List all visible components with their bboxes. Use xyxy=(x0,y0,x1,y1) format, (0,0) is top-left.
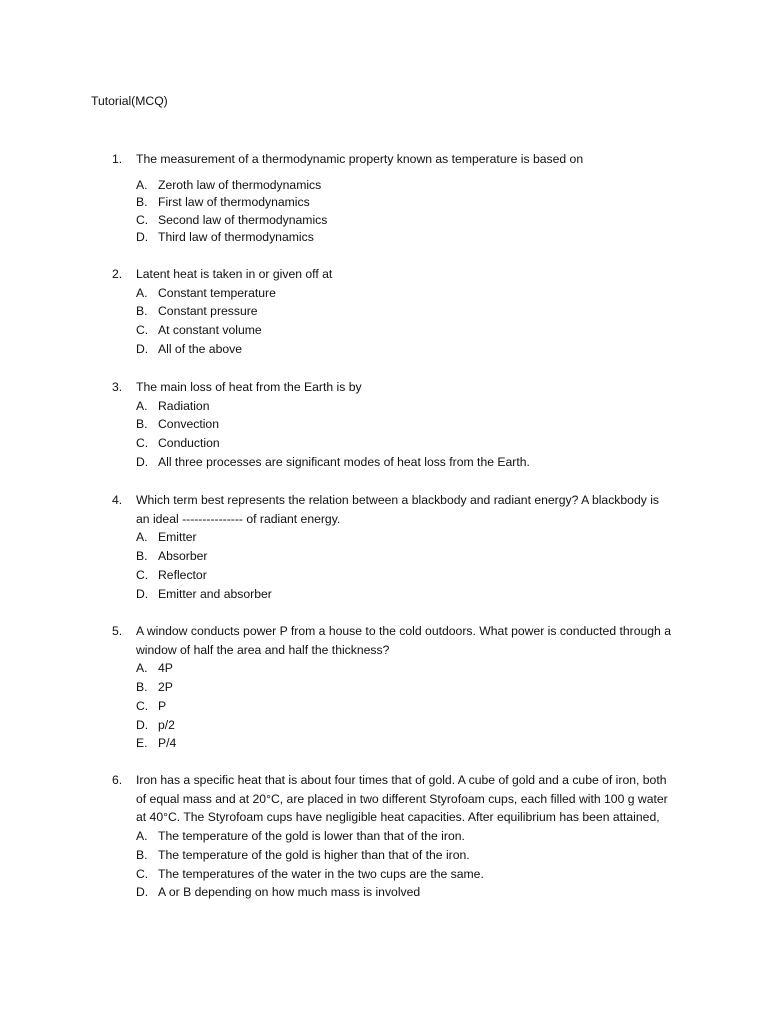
option-text: Conduction xyxy=(158,436,220,451)
option-letter: B. xyxy=(136,417,148,432)
option-letter: B. xyxy=(136,680,148,695)
option-letter: C. xyxy=(136,212,149,227)
option-letter: B. xyxy=(136,195,148,210)
question-number: 3. xyxy=(112,380,123,394)
option-letter: D. xyxy=(136,717,149,732)
question-stem xyxy=(112,622,672,659)
option-letter: A. xyxy=(136,661,148,676)
option-text: Reflector xyxy=(158,567,207,582)
option-d xyxy=(112,229,672,246)
option-a xyxy=(112,528,672,547)
option-a xyxy=(112,397,672,416)
option-list xyxy=(112,284,672,359)
question-stem xyxy=(112,265,672,284)
option-list xyxy=(112,177,672,247)
option-text: The temperature of the gold is higher than that of the iron. xyxy=(158,847,470,862)
question-number: 6. xyxy=(112,773,123,787)
question-number: 2. xyxy=(112,267,123,281)
option-c xyxy=(112,697,672,716)
option-text: First law of thermodynamics xyxy=(158,195,310,210)
option-b xyxy=(112,415,672,434)
question-number: 4. xyxy=(112,493,123,507)
question-number: 5. xyxy=(112,624,123,638)
option-text: At constant volume xyxy=(158,323,262,338)
option-letter: C. xyxy=(136,866,149,881)
option-b xyxy=(112,302,672,321)
option-b xyxy=(112,846,672,865)
option-text: P xyxy=(158,698,167,713)
option-letter: A. xyxy=(136,398,148,413)
option-letter: A. xyxy=(136,829,148,844)
option-c xyxy=(112,434,672,453)
option-text: Emitter and absorber xyxy=(158,586,272,601)
option-letter: A. xyxy=(136,285,148,300)
option-d xyxy=(112,585,672,604)
option-b xyxy=(112,678,672,697)
option-d xyxy=(112,340,672,359)
option-text: Zeroth law of thermodynamics xyxy=(158,177,322,192)
question-6 xyxy=(112,771,672,902)
option-text: The temperature of the gold is lower than that of the iron. xyxy=(158,829,465,844)
question-number: 1. xyxy=(112,152,123,166)
question-text: Latent heat is taken in or given off at xyxy=(136,267,333,281)
question-stem xyxy=(112,378,672,397)
page-title: Tutorial(MCQ) xyxy=(91,94,168,108)
option-text: All of the above xyxy=(158,341,243,356)
option-letter: A. xyxy=(136,530,148,545)
option-letter: C. xyxy=(136,698,149,713)
option-d xyxy=(112,883,672,902)
question-stem xyxy=(112,491,672,528)
option-text: Second law of thermodynamics xyxy=(158,212,328,227)
option-c xyxy=(112,321,672,340)
question-text: A window conducts power P from a house to the cold outdoors. What power is conducted through a window of half the area and half the thickness? xyxy=(136,624,671,657)
option-letter: B. xyxy=(136,549,148,564)
option-e xyxy=(112,734,672,753)
option-text: p/2 xyxy=(158,717,175,732)
option-c xyxy=(112,212,672,229)
option-list xyxy=(112,827,672,902)
question-3 xyxy=(112,378,672,472)
question-text: The measurement of a thermodynamic property known as temperature is based on xyxy=(136,152,584,166)
option-list xyxy=(112,397,672,472)
option-letter: C. xyxy=(136,436,149,451)
option-letter: D. xyxy=(136,229,149,244)
option-letter: D. xyxy=(136,341,149,356)
option-text: P/4 xyxy=(158,736,177,751)
option-text: 4P xyxy=(158,661,173,676)
option-text: 2P xyxy=(158,680,173,695)
option-letter: A. xyxy=(136,177,148,192)
question-text: Iron has a specific heat that is about four times that of gold. A cube of gold and a cube of iron, both of equal mass and at 20°C, are placed in two different Styrofoam cups, each filled with 100 g water at 40°C. The Styrofoam cups have negligible heat capacities. After equilibrium has been attained, xyxy=(136,773,668,825)
question-stem xyxy=(112,771,672,827)
option-text: Emitter xyxy=(158,530,197,545)
option-text: A or B depending on how much mass is involved xyxy=(158,885,421,900)
option-c xyxy=(112,566,672,585)
question-stem xyxy=(112,150,672,169)
option-letter: B. xyxy=(136,304,148,319)
option-list xyxy=(112,659,672,753)
option-a xyxy=(112,177,672,194)
option-text: Constant temperature xyxy=(158,285,276,300)
option-letter: B. xyxy=(136,847,148,862)
option-b xyxy=(112,547,672,566)
option-text: The temperatures of the water in the two cups are the same. xyxy=(158,866,484,881)
option-text: Constant pressure xyxy=(158,304,258,319)
option-b xyxy=(112,194,672,211)
option-a xyxy=(112,284,672,303)
option-d xyxy=(112,453,672,472)
question-text: Which term best represents the relation between a blackbody and radiant energy? A blackbody is an ideal --------------- of radiant energy. xyxy=(136,493,660,526)
question-5 xyxy=(112,622,672,753)
option-text: Radiation xyxy=(158,398,210,413)
option-letter: D. xyxy=(136,454,149,469)
option-d xyxy=(112,716,672,735)
option-letter: C. xyxy=(136,567,149,582)
option-c xyxy=(112,865,672,884)
question-text: The main loss of heat from the Earth is by xyxy=(136,380,362,394)
option-text: Convection xyxy=(158,417,219,432)
option-letter: E. xyxy=(136,736,148,751)
option-letter: D. xyxy=(136,586,149,601)
option-a xyxy=(112,659,672,678)
option-list xyxy=(112,528,672,603)
option-text: All three processes are significant modes of heat loss from the Earth. xyxy=(158,454,530,469)
question-2 xyxy=(112,265,672,359)
option-letter: C. xyxy=(136,323,149,338)
question-1 xyxy=(112,150,672,246)
option-text: Absorber xyxy=(158,549,208,564)
option-letter: D. xyxy=(136,885,149,900)
option-text: Third law of thermodynamics xyxy=(158,229,314,244)
question-4 xyxy=(112,491,672,603)
option-a xyxy=(112,827,672,846)
